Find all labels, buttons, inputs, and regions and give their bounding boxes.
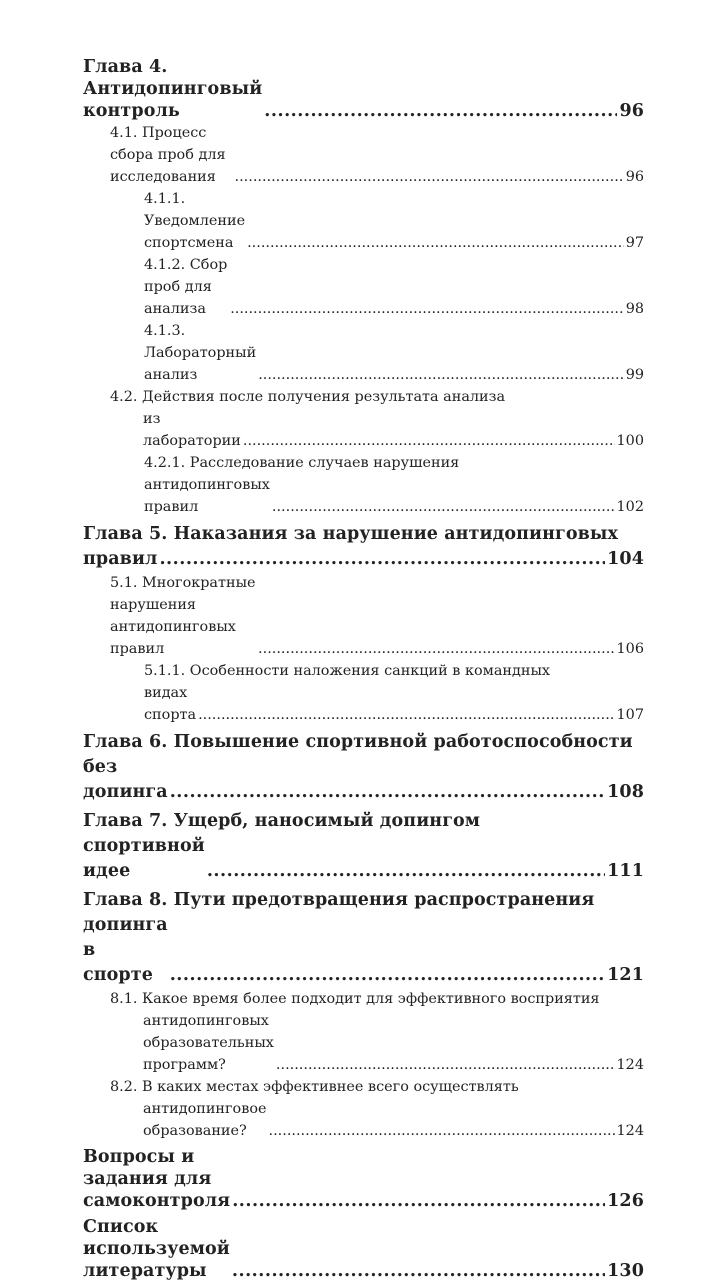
toc-entry-title-line2: допинга в спорте — [83, 915, 168, 985]
toc-section-4-1-1[interactable] — [83, 188, 644, 254]
toc-page-number: 130 — [607, 1261, 644, 1281]
dot-leader — [272, 496, 615, 518]
toc-page-number: 104 — [607, 549, 644, 569]
dot-leader — [230, 298, 624, 320]
toc-entry-title-line1: 8.1. Какое время более подходит для эффективного восприятия — [110, 991, 600, 1007]
toc-page-number: 99 — [625, 367, 644, 383]
dot-leader — [159, 547, 605, 572]
dot-leader — [243, 430, 615, 452]
toc-entry-title: Вопросы и задания для самоконтроля — [83, 1147, 231, 1211]
dot-leader — [258, 364, 624, 386]
toc-section-8-2[interactable] — [83, 1076, 644, 1142]
toc-section-5-1-1[interactable] — [83, 660, 644, 726]
toc-entry-title: Список используемой литературы — [83, 1217, 230, 1281]
toc-section-5-1[interactable] — [83, 572, 644, 660]
toc-chapter-8[interactable] — [83, 888, 644, 988]
toc-section-4-2[interactable] — [83, 386, 644, 452]
toc-chapter-6[interactable] — [83, 730, 644, 805]
toc-section-4-1-3[interactable] — [83, 320, 644, 386]
toc-entry-title-line2: спортивной идее — [83, 836, 205, 881]
toc-entry-title-line2: из лаборатории — [143, 411, 241, 449]
toc-entry-title-line2: видах спорта — [144, 685, 197, 723]
dot-leader — [264, 100, 617, 122]
toc-questions[interactable] — [83, 1146, 644, 1212]
toc-page-number: 107 — [616, 707, 644, 723]
dot-leader — [247, 232, 624, 254]
toc-entry-title: 4.1. Процесс сбора проб для исследования — [110, 125, 226, 185]
toc-page-number: 124 — [616, 1057, 644, 1073]
dot-leader — [258, 638, 614, 660]
dot-leader — [232, 1260, 605, 1282]
toc-entry-title-line1: 4.2. Действия после получения результата анализа — [110, 389, 506, 405]
toc-entry-title-line2: антидопинговых образовательных программ? — [143, 1013, 274, 1073]
dot-leader — [170, 963, 605, 988]
toc-entry-title: 4.1.2. Сбор проб для анализа — [144, 257, 228, 317]
toc-section-4-1-2[interactable] — [83, 254, 644, 320]
toc-page-number: 100 — [616, 433, 644, 449]
toc-section-8-1[interactable] — [83, 988, 644, 1076]
dot-leader — [269, 1120, 615, 1142]
toc-page-number: 108 — [607, 782, 644, 802]
dot-leader — [170, 780, 605, 805]
dot-leader — [235, 166, 624, 188]
dot-leader — [207, 859, 605, 884]
toc-literature[interactable] — [83, 1216, 644, 1282]
toc-entry-title-line2: антидопинговое образование? — [143, 1101, 267, 1139]
toc-page-number: 102 — [616, 499, 644, 515]
toc-page-number: 98 — [625, 301, 644, 317]
toc-page-number: 96 — [619, 101, 644, 121]
toc-entry-title: Глава 4. Антидопинговый контроль — [83, 57, 263, 121]
toc-entry-title-line2: правил — [83, 549, 158, 569]
toc-entry-title: 4.1.3. Лабораторный анализ — [144, 323, 257, 383]
dot-leader — [276, 1054, 615, 1076]
toc-page-number: 111 — [607, 861, 644, 881]
toc-entry-title-line1: Глава 6. Повышение спортивной работоспособности — [83, 732, 633, 752]
toc-entry-title-line1: 5.1.1. Особенности наложения санкций в командных — [144, 663, 551, 679]
toc-section-4-1[interactable] — [83, 122, 644, 188]
toc-entry-title-line1: Глава 8. Пути предотвращения распространения — [83, 890, 595, 910]
toc-page-number: 96 — [625, 169, 644, 185]
toc-entry-title-line1: Глава 5. Наказания за нарушение антидопинговых — [83, 524, 619, 544]
toc-entry-title-line2: антидопинговых правил — [144, 477, 270, 515]
toc-entry-title: 5.1. Многократные нарушения антидопинговых правил — [110, 575, 256, 657]
toc-entry-title-line1: Глава 7. Ущерб, наносимый допингом — [83, 811, 481, 831]
toc-section-4-2-1[interactable] — [83, 452, 644, 518]
toc-page-number: 124 — [616, 1123, 644, 1139]
toc-entry-title-line2: без допинга — [83, 757, 168, 802]
toc-chapter-5[interactable] — [83, 522, 644, 572]
toc-entry-title-line1: 8.2. В каких местах эффективнее всего осуществлять — [110, 1079, 519, 1095]
table-of-contents — [83, 56, 644, 1282]
toc-page-number: 97 — [625, 235, 644, 251]
toc-chapter-7[interactable] — [83, 809, 644, 884]
toc-chapter-4[interactable] — [83, 56, 644, 122]
dot-leader — [198, 704, 614, 726]
toc-page-number: 126 — [607, 1191, 644, 1211]
dot-leader — [232, 1190, 605, 1212]
toc-page-number: 106 — [616, 641, 644, 657]
toc-entry-title: 4.1.1. Уведомление спортсмена — [144, 191, 246, 251]
toc-entry-title-line1: 4.2.1. Расследование случаев нарушения — [144, 455, 460, 471]
toc-page-number: 121 — [607, 965, 644, 985]
